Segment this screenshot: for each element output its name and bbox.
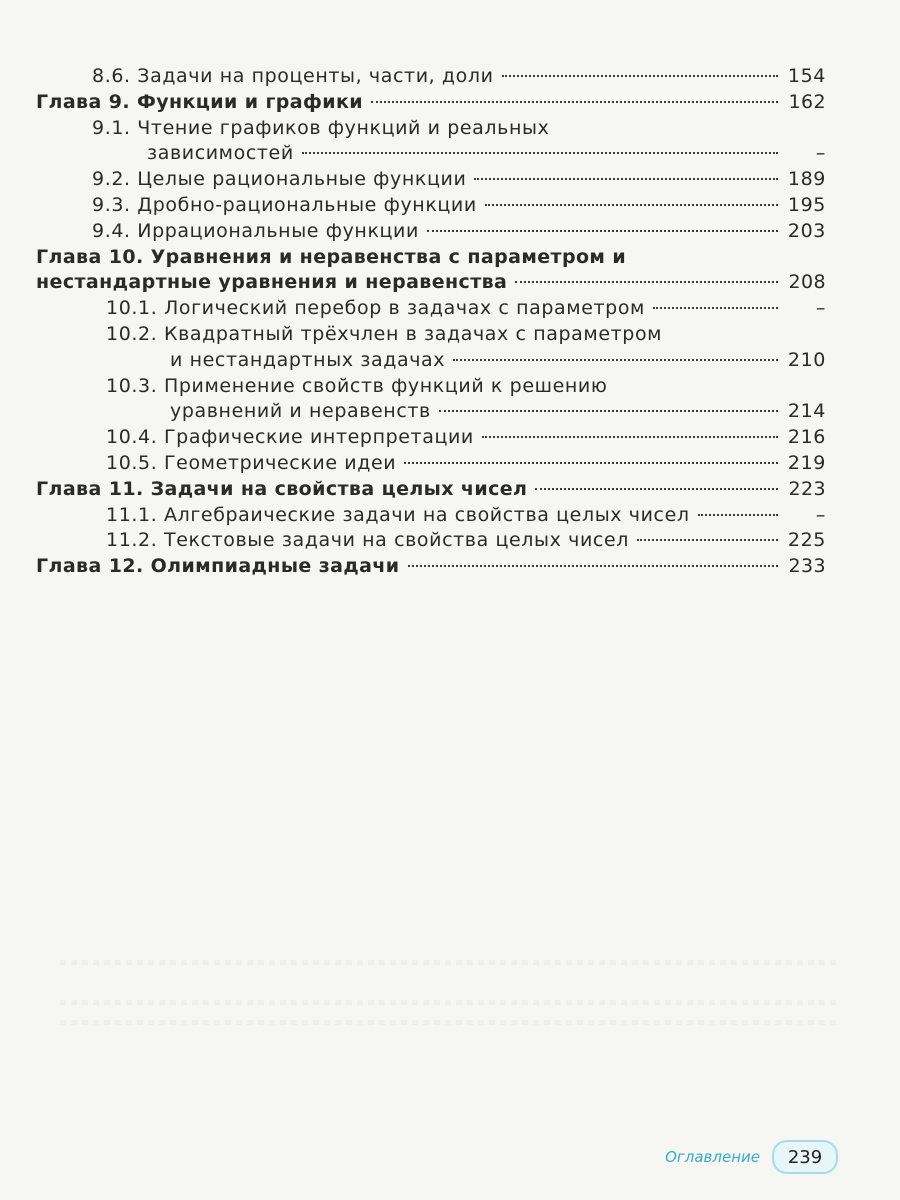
dot-leader [482, 436, 778, 438]
toc-page-number: 154 [787, 65, 826, 87]
toc-chapter[interactable] [36, 90, 826, 116]
toc-chapter[interactable] [36, 477, 826, 503]
dot-leader [535, 488, 778, 490]
toc-page-number: 219 [787, 451, 826, 474]
dot-leader [371, 101, 778, 103]
dot-leader [453, 359, 778, 361]
toc-entry[interactable] [36, 64, 826, 90]
toc-page-number: 162 [788, 90, 826, 113]
dot-leader [404, 462, 778, 464]
toc-entry-title: 11.2. Текстовые задачи на свойства целых чисел [106, 529, 629, 552]
toc-entry-title: 9.1. Чтение графиков функций и реальных [92, 116, 550, 139]
toc-entry[interactable] [36, 219, 826, 245]
show-through-bleed [60, 1000, 840, 1005]
toc-entry[interactable] [36, 193, 826, 219]
show-through-bleed [60, 1020, 840, 1025]
toc-chapter-title: Глава 10. Уравнения и неравенства с параметром и [36, 245, 627, 268]
toc-entry[interactable] [36, 528, 826, 554]
toc-entry-title: уравнений и неравенств [170, 400, 431, 423]
toc-chapter[interactable] [36, 554, 826, 580]
dot-leader [427, 230, 778, 232]
toc-entry[interactable] [36, 503, 826, 529]
toc-chapter-title: Глава 11. Задачи на свойства целых чисел [36, 477, 528, 500]
toc-page-number: 223 [788, 477, 826, 500]
toc-entry[interactable] [36, 425, 826, 451]
dot-leader [653, 307, 778, 309]
toc-entry-title: зависимостей [147, 142, 294, 165]
toc-chapter-continuation[interactable] [36, 270, 826, 296]
toc-entry[interactable] [36, 322, 826, 348]
toc-page-number: 210 [787, 348, 826, 371]
toc-entry-continuation[interactable] [36, 348, 826, 374]
dot-leader [439, 410, 778, 412]
toc-page-number: – [815, 142, 826, 165]
toc-entry-title: и нестандартных задачах [170, 348, 446, 371]
toc-entry-title: 11.1. Алгебраические задачи на свойства целых чисел [106, 503, 690, 526]
dot-leader [698, 514, 778, 516]
dot-leader [515, 281, 778, 283]
toc-entry-continuation[interactable] [36, 399, 826, 425]
toc-page-number: – [815, 503, 826, 526]
toc-entry[interactable] [36, 374, 826, 400]
toc-page-number: – [815, 297, 826, 320]
show-through-bleed [60, 960, 840, 965]
toc-entry-title: 10.1. Логический перебор в задачах с параметром [106, 297, 645, 320]
toc-entry-title: 9.4. Иррациональные функции [92, 219, 419, 242]
toc-entry-title: 10.5. Геометрические идеи [106, 451, 397, 474]
toc-entry-title: 10.3. Применение свойств функций к решению [106, 374, 608, 397]
dot-leader [637, 539, 778, 541]
toc-entry-title: 10.2. Квадратный трёхчлен в задачах с параметром [106, 322, 663, 345]
toc-entry[interactable] [36, 167, 826, 193]
toc-entry[interactable] [36, 296, 826, 322]
toc-page-number: 203 [787, 219, 826, 242]
dot-leader [474, 178, 778, 180]
toc-entry[interactable] [36, 116, 826, 142]
page-footer [665, 1140, 838, 1174]
toc-page-number: 216 [787, 426, 826, 449]
toc-chapter-title: Глава 9. Функции и графики [36, 90, 363, 113]
page-number-badge: 239 [772, 1140, 838, 1174]
toc-page-number: 189 [787, 168, 826, 191]
toc-page-number: 208 [788, 271, 826, 294]
toc-page-number: 195 [787, 193, 826, 216]
dot-leader [302, 152, 778, 154]
toc-page-number: 214 [787, 400, 826, 423]
toc-entry-title: 9.3. Дробно-рациональные функции [92, 193, 477, 216]
dot-leader [502, 75, 778, 77]
toc-chapter[interactable] [36, 245, 826, 271]
toc-entry-continuation[interactable] [36, 141, 826, 167]
toc-chapter-title: Глава 12. Олимпиадные задачи [36, 555, 400, 578]
toc-entry[interactable] [36, 451, 826, 477]
toc-chapter-title: нестандартные уравнения и неравенства [36, 271, 508, 294]
dot-leader [408, 565, 779, 567]
toc-entry-title: 10.4. Графические интерпретации [106, 426, 474, 449]
toc-page-number: 233 [788, 555, 826, 578]
footer-section-label[interactable]: Оглавление [665, 1148, 760, 1166]
toc-entry-title: 9.2. Целые рациональные функции [92, 168, 467, 191]
toc-page-number: 225 [787, 529, 826, 552]
toc-entry-title: 8.6. Задачи на проценты, части, доли [92, 65, 494, 87]
dot-leader [485, 204, 778, 206]
table-of-contents [36, 64, 826, 580]
